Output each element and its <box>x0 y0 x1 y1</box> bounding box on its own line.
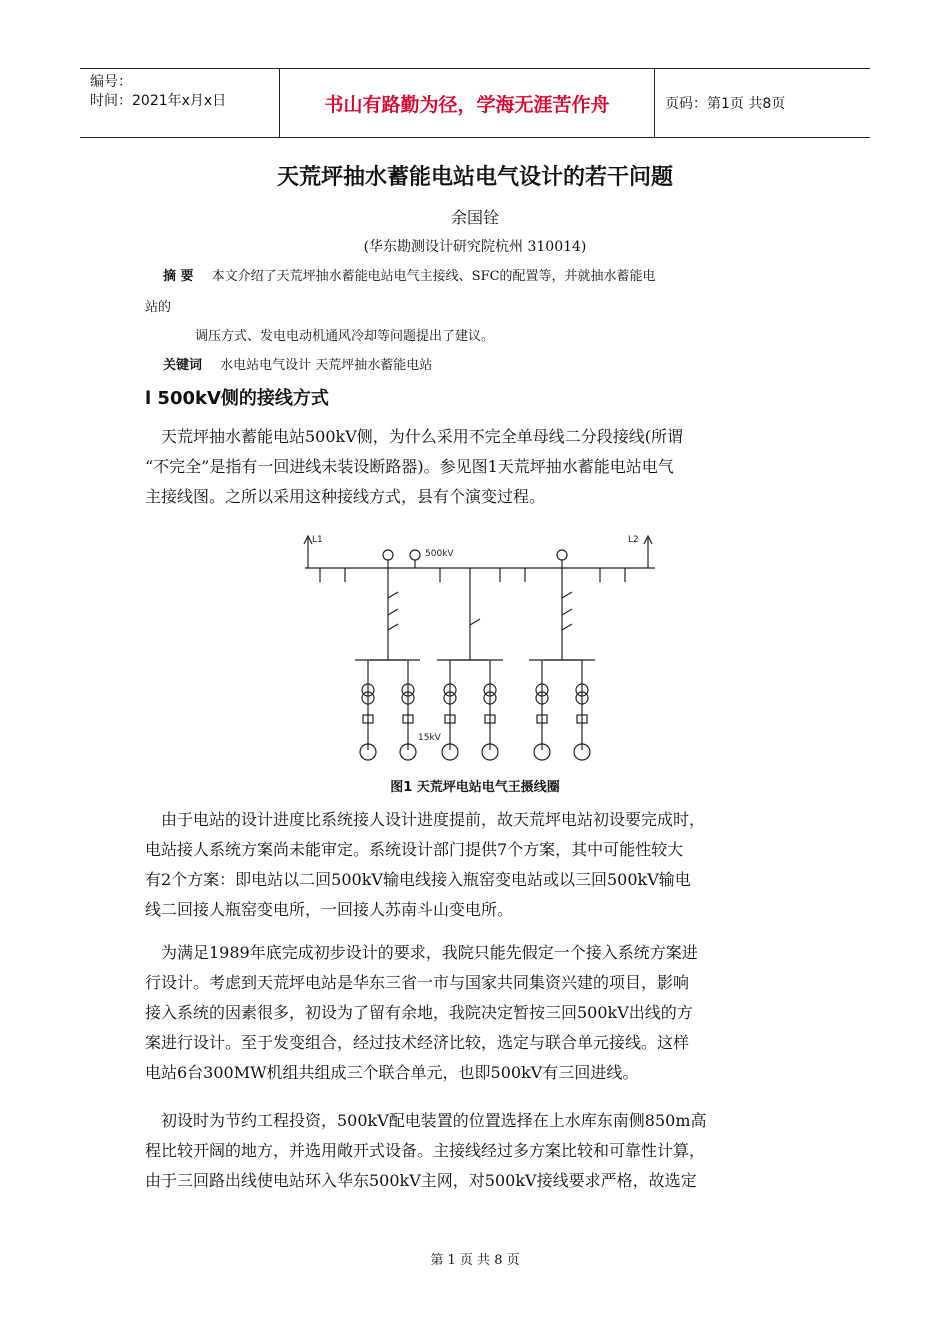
abstract-text-1: 本文介绍了天荒坪抽水蓄能电站电气主接线、SFC的配置等，并就抽水蓄能电 <box>211 269 656 284</box>
number-label: 编号： <box>90 74 132 90</box>
section-heading-1: l 500kV侧的接线方式 <box>145 388 329 409</box>
document-title: 天荒坪抽水蓄能电站电气设计的若干问题 <box>276 165 673 190</box>
keywords-label: 关键词 <box>163 358 203 373</box>
paragraph-line: 为满足1989年底完成初步设计的要求，我院只能先假定一个接入系统方案进 <box>161 943 698 962</box>
abstract-line-2: 站的 <box>145 300 172 315</box>
paragraph-line: 接入系统的因素很多，初设为了留有余地，我院决定暂按三回500kV出线的方 <box>145 1003 693 1022</box>
paragraph-line: “不完全”是指有一回进线未装设断路器)。参见图1天荒坪抽水蓄能电站电气 <box>145 457 674 476</box>
abstract-line-3: 调压方式、发电电动机通风冷却等问题提出了建议。 <box>195 329 495 344</box>
affiliation: (华东勘测设计研究院杭州 310014) <box>363 239 587 255</box>
author: 余国铨 <box>450 208 499 227</box>
paragraph-line: 由于电站的设计进度比系统接人设计进度提前，故天荒坪电站初设要完成时， <box>161 810 706 829</box>
header-page-info: 页码：第1页 共8页 <box>665 96 786 112</box>
paragraph-line: 电站6台300MW机组共组成三个联合单元，也即500kV有三回进线。 <box>145 1063 639 1082</box>
label-l1: L1 <box>312 535 323 545</box>
paragraph-line: 由于三回路出线使电站环入华东500kV主网，对500kV接线要求严格，故选定 <box>145 1171 697 1190</box>
paragraph-line: 天荒坪抽水蓄能电站500kV侧，为什么采用不完全单母线二分段接线(所谓 <box>161 427 684 446</box>
label-500kv: 500kV <box>425 549 454 559</box>
paragraph-line: 案进行设计。至于发变组合，经过技术经济比较，选定与联合单元接线。这样 <box>145 1033 690 1052</box>
paragraph-line: 程比较开阔的地方，并选用敞开式设备。主接线经过多方案比较和可靠性计算， <box>145 1141 706 1160</box>
time-label: 时间：2021年x月x日 <box>90 93 227 109</box>
abstract-line-1 <box>163 266 813 288</box>
paragraph-1 <box>145 422 825 512</box>
header-table <box>80 68 870 138</box>
figure-caption: 图1 天荒坪电站电气王摄线圈 <box>390 780 560 795</box>
paragraph-line: 初设时为节约工程投资，500kV配电装置的位置选择在上水库东南侧850m高 <box>161 1111 707 1130</box>
paragraph-line: 主接线图。之所以采用这种接线方式，县有个演变过程。 <box>145 487 546 506</box>
wiring-diagram <box>300 530 660 770</box>
paragraph-2 <box>145 805 825 925</box>
header-motto: 书山有路勤为径，学海无涯苦作舟 <box>280 69 655 137</box>
paragraph-4 <box>145 1106 825 1196</box>
paragraph-line: 线二回接人瓶窑变电所，一回接人苏南斗山变电所。 <box>145 900 514 919</box>
keywords <box>163 354 432 373</box>
paragraph-line: 电站接人系统方案尚未能审定。系统设计部门提供7个方案，其中可能性较大 <box>145 840 684 859</box>
abstract-label: 摘 要 <box>163 269 194 284</box>
paragraph-line: 有2个方案：即电站以二回500kV输电线接入瓶窑变电站或以三回500kV输电 <box>145 870 691 889</box>
paragraph-line: 行设计。考虑到天荒坪电站是华东三省一市与国家共同集资兴建的项目，影响 <box>145 973 690 992</box>
label-15kv: 15kV <box>418 733 441 743</box>
label-l2: L2 <box>628 535 639 545</box>
paragraph-3 <box>145 938 825 1088</box>
page-footer: 第 1 页 共 8 页 <box>430 1253 520 1268</box>
keywords-text: 水电站电气设计 天荒坪抽水蓄能电站 <box>220 358 433 373</box>
header-meta <box>80 69 280 137</box>
